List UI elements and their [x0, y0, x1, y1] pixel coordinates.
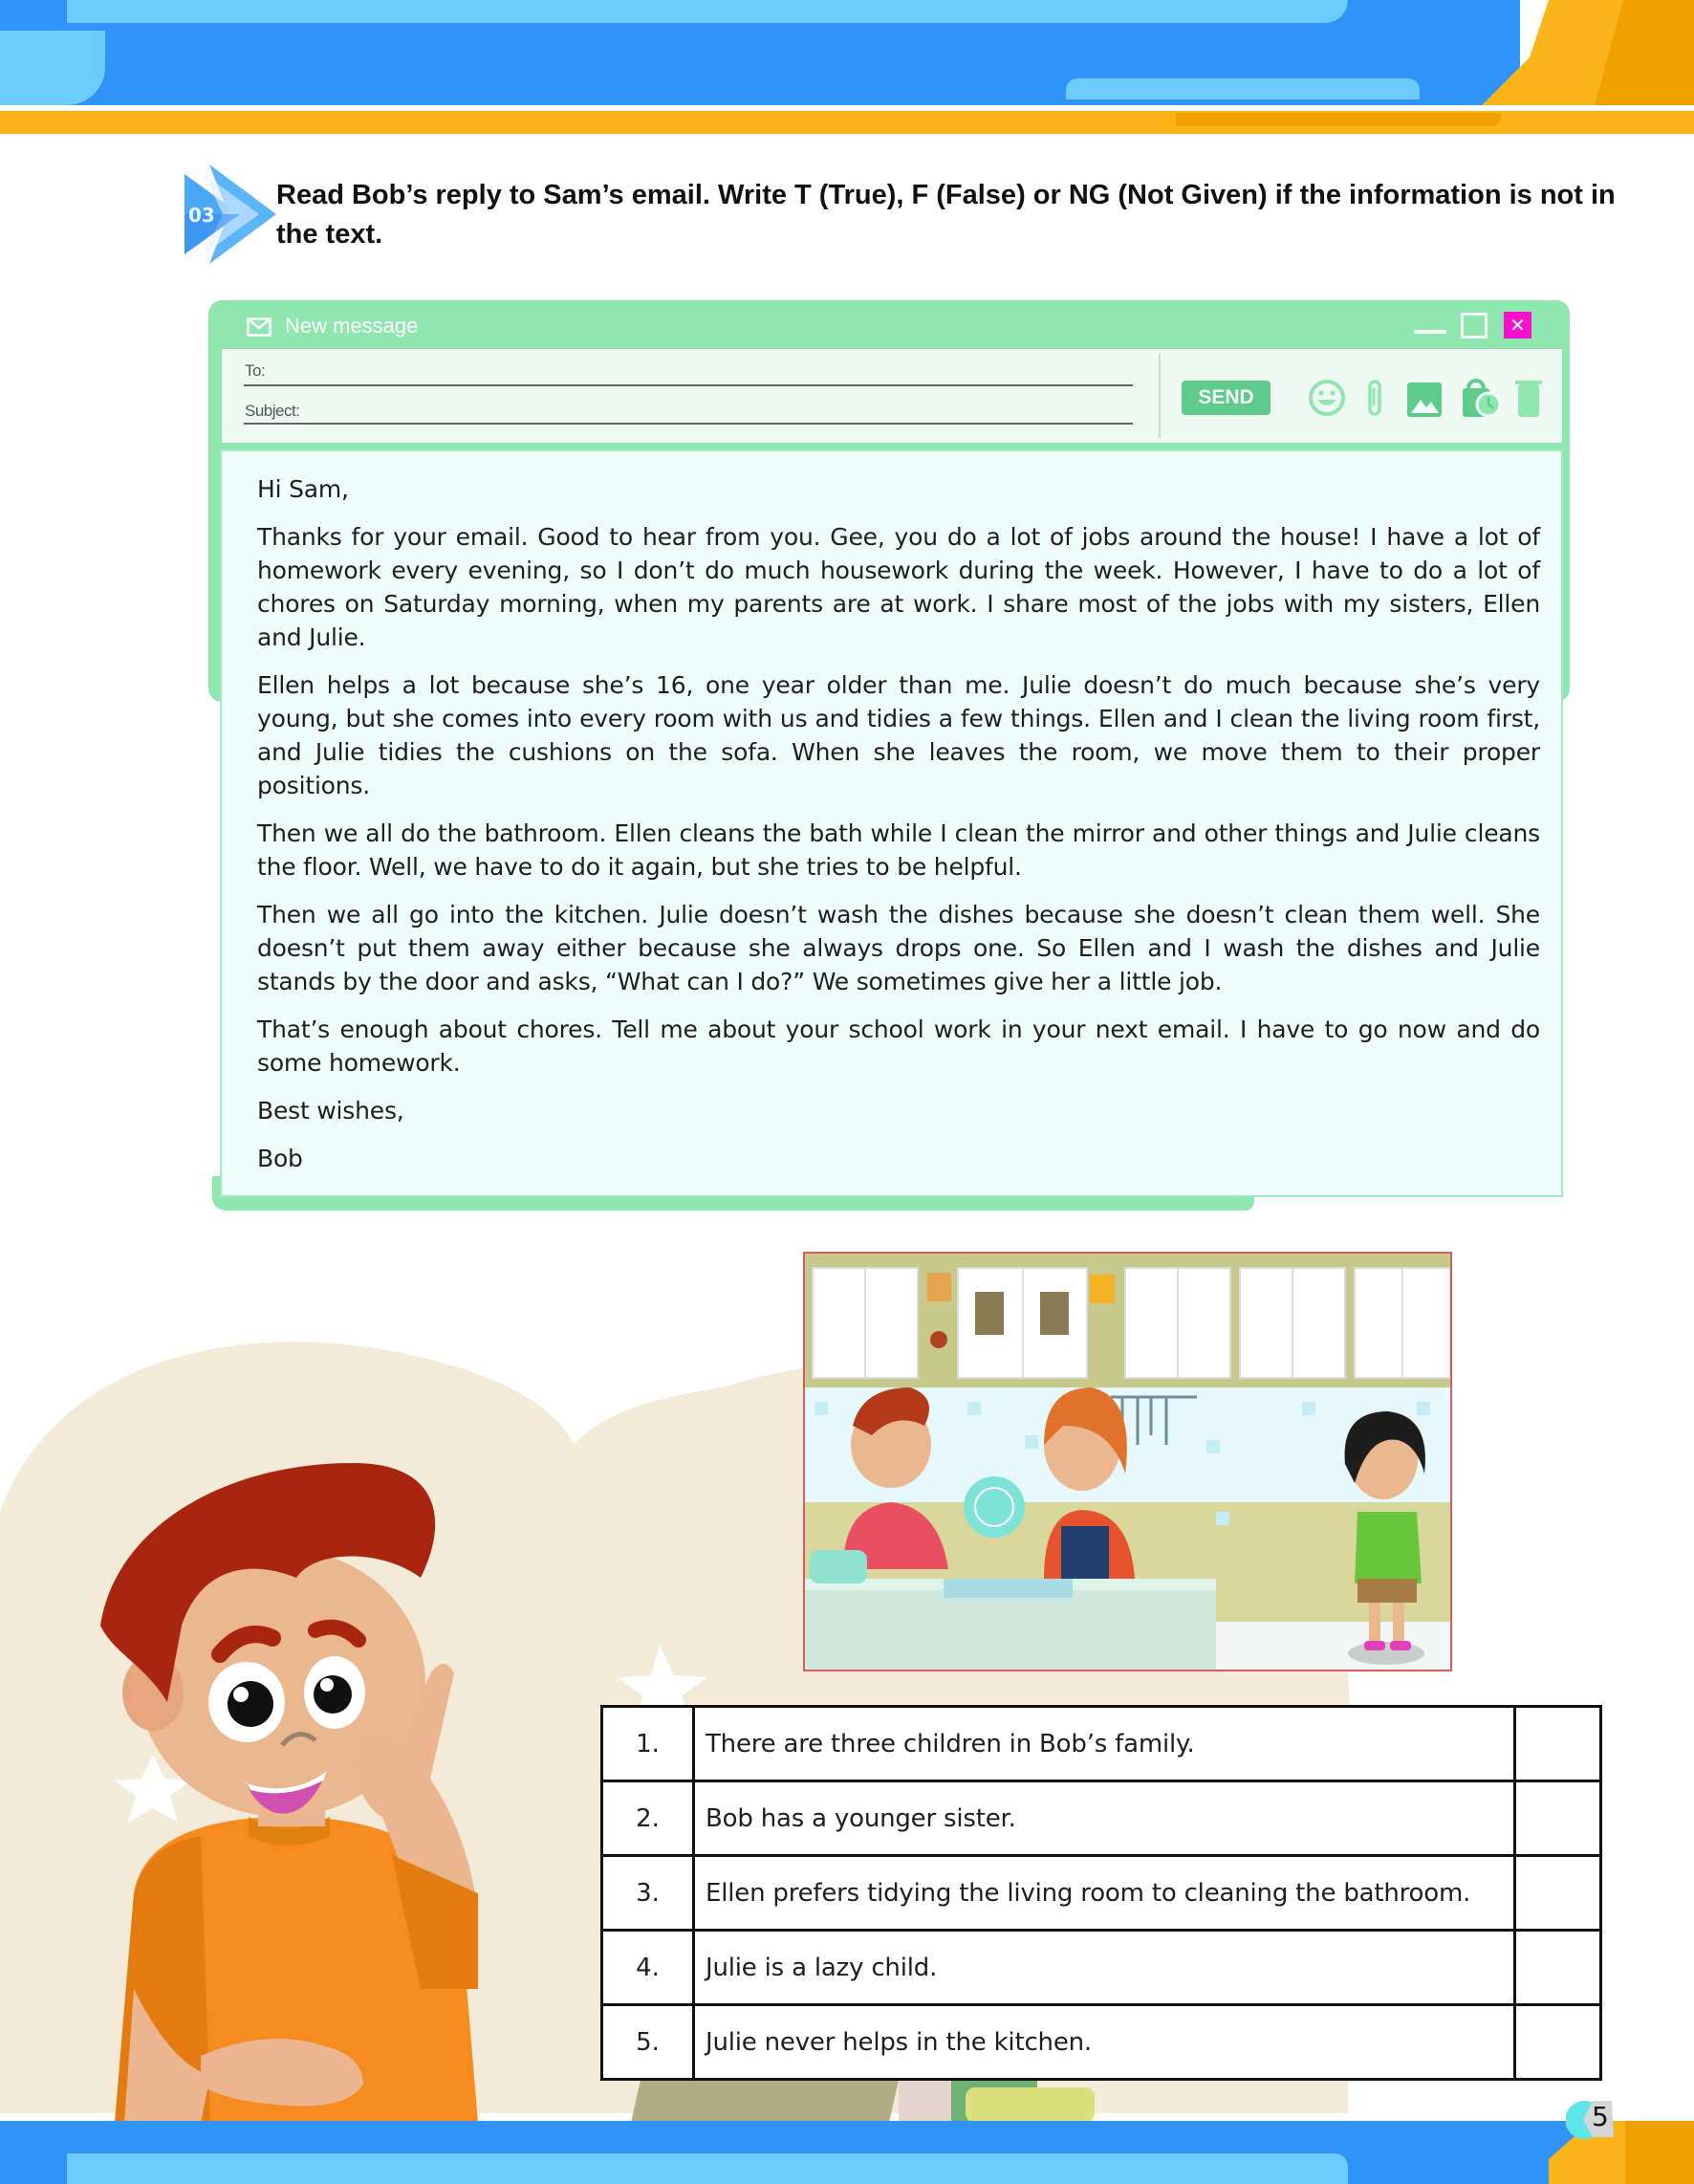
subject-field-underline — [244, 423, 1133, 425]
to-label: To: — [245, 361, 266, 380]
attachment-icon[interactable] — [1361, 377, 1388, 419]
task-instruction: Read Bob’s reply to Sam’s email. Write T (True), F (False) or NG (Not Given) if the information is not in the text. — [276, 180, 1616, 250]
trash-icon[interactable] — [1514, 377, 1543, 419]
banner-orange-strip-shade — [1176, 113, 1501, 126]
books-illustration — [612, 2080, 1300, 2123]
email-paragraph: That’s enough about chores. Tell me about your school work in your next email. I have to go now and do some homework. — [257, 1016, 1540, 1077]
email-greeting: Hi Sam, — [257, 475, 349, 503]
row-number: 1. — [602, 1707, 694, 1781]
answer-input[interactable] — [1516, 1934, 1599, 2001]
boy-pointing-illustration — [76, 1320, 612, 2123]
answer-input[interactable] — [1516, 2009, 1599, 2076]
answer-cell[interactable] — [1515, 1856, 1601, 1931]
banner-light-stripe — [67, 0, 1348, 23]
table-row — [602, 1707, 1601, 1781]
row-statement: Julie never helps in the kitchen. — [694, 2005, 1515, 2080]
page-number: 5 — [1592, 2101, 1609, 2132]
email-paragraph: Thanks for your email. Good to hear from you. Gee, you do a lot of jobs around the house! I have a lot of homework every evening, so I don’t do much housework during the week. However, I have to do a lot of chores on Saturday morning, when my parents are at work. I share most of the jobs with my sisters, Ellen and Julie. — [257, 523, 1540, 651]
minimize-button[interactable] — [1414, 330, 1446, 334]
email-signature: Bob — [257, 1145, 303, 1172]
row-number: 2. — [602, 1781, 694, 1856]
bottom-banner-orange-dark — [1625, 2121, 1694, 2184]
table-row — [602, 1931, 1601, 2005]
banner-light-corner — [0, 31, 105, 105]
answer-input[interactable] — [1516, 1785, 1599, 1852]
image-icon[interactable] — [1405, 377, 1444, 419]
email-body — [257, 472, 1540, 1190]
mail-icon — [247, 317, 271, 337]
close-button[interactable]: ✕ — [1504, 312, 1531, 339]
kitchen-scene-illustration — [803, 1252, 1452, 1671]
to-field[interactable] — [277, 356, 1128, 382]
bottom-banner — [0, 2121, 1694, 2184]
header-divider — [1159, 354, 1161, 438]
maximize-button[interactable] — [1461, 313, 1488, 339]
email-paragraph: Then we all go into the kitchen. Julie doesn’t wash the dishes because she doesn’t clean them well. She doesn’t put them away either because she always drops one. So Ellen and I wash the dishes and Julie stands by the door and asks, “What can I do?” We sometimes give her a little job. — [257, 901, 1540, 995]
top-banner — [0, 0, 1694, 134]
table-row — [602, 2005, 1601, 2080]
answer-cell[interactable] — [1515, 1707, 1601, 1781]
emoji-icon[interactable] — [1308, 377, 1346, 419]
row-number: 5. — [602, 2005, 694, 2080]
table-row — [602, 1781, 1601, 1856]
row-statement: There are three children in Bob’s family. — [694, 1707, 1515, 1781]
to-field-underline — [244, 384, 1133, 386]
row-number: 3. — [602, 1856, 694, 1931]
answer-cell[interactable] — [1515, 1781, 1601, 1856]
row-statement: Ellen prefers tidying the living room to cleaning the bathroom. — [694, 1856, 1515, 1931]
schedule-icon[interactable] — [1461, 377, 1503, 419]
answer-cell[interactable] — [1515, 1931, 1601, 2005]
table-row — [602, 1856, 1601, 1931]
true-false-table — [600, 1705, 1602, 2081]
row-statement: Julie is a lazy child. — [694, 1931, 1515, 2005]
email-window-title: New message — [285, 314, 419, 338]
email-paragraph: Then we all do the bathroom. Ellen cleans the bath while I clean the mirror and other things and Julie cleans the floor. Well, we have to do it again, but she tries to be helpful. — [257, 819, 1540, 881]
answer-cell[interactable] — [1515, 2005, 1601, 2080]
subject-field[interactable] — [312, 396, 1129, 423]
row-number: 4. — [602, 1931, 694, 2005]
row-statement: Bob has a younger sister. — [694, 1781, 1515, 1856]
email-closing: Best wishes, — [257, 1097, 404, 1125]
email-paragraph: Ellen helps a lot because she’s 16, one year older than me. Julie doesn’t do much because she’s very young, but she comes into every room with us and tidies a few things. Ellen and I clean the living room first, and Julie tidies the cushions on the sofa. When she leaves the room, we move them to their proper positions. — [257, 671, 1540, 799]
task-number: 03 — [188, 204, 215, 227]
answer-input[interactable] — [1516, 1860, 1599, 1927]
send-button[interactable]: SEND — [1182, 381, 1270, 415]
answer-input[interactable] — [1516, 1711, 1599, 1778]
subject-label: Subject: — [245, 402, 300, 420]
banner-light-tab — [1066, 78, 1420, 99]
bottom-banner-light-stripe — [67, 2153, 1348, 2184]
task-number-badge — [185, 164, 276, 264]
